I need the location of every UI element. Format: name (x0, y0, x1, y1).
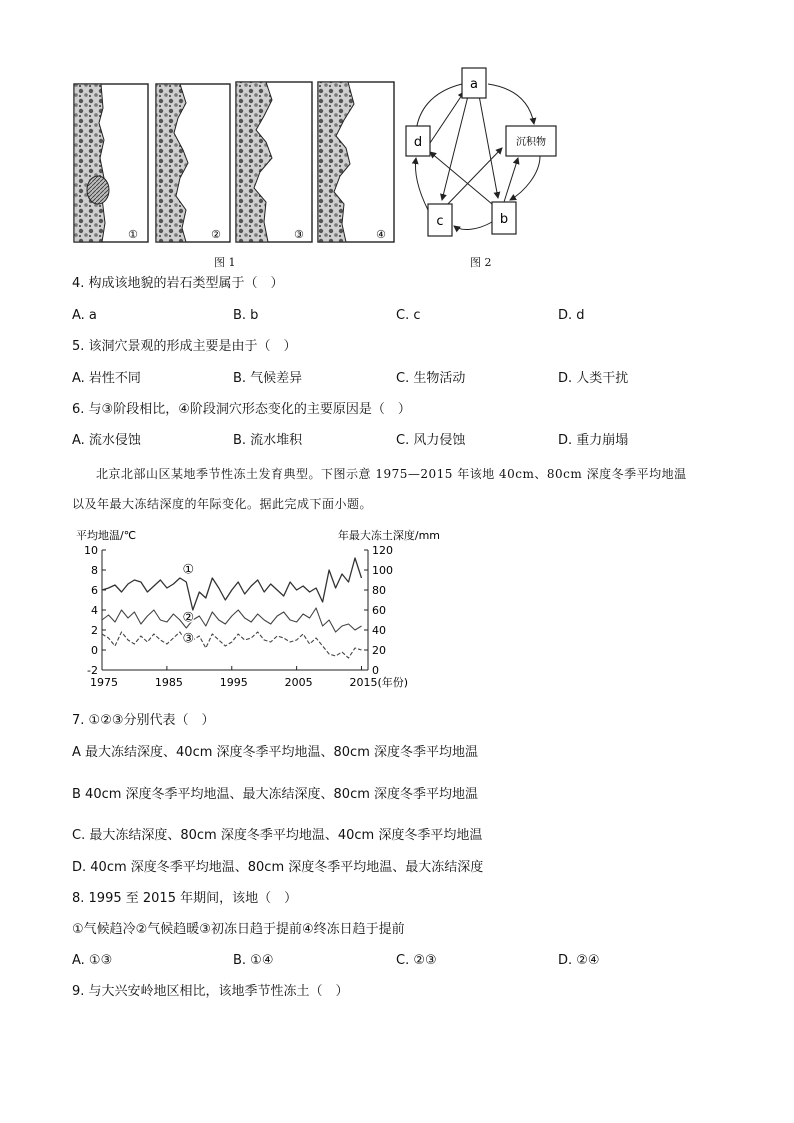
question-4-stem: 4. 构成该地貌的岩石类型属于（ ） (72, 276, 284, 291)
y-left-tick-label: 6 (91, 584, 98, 597)
y-right-tick-label: 100 (372, 564, 393, 577)
series-label-2: ② (182, 610, 195, 626)
intro-line-2: 以及年最大冻结深度的年际变化。据此完成下面小题。 (72, 497, 373, 511)
question-4-option-b[interactable]: B. b (233, 308, 259, 323)
question-4-option-d[interactable]: D. d (558, 308, 585, 323)
figure-1-panel-label: ④ (376, 228, 386, 241)
svg-text:d: d (413, 135, 423, 150)
x-tick-label: 2015(年份) (349, 676, 409, 689)
question-4-option-c[interactable]: C. c (396, 308, 421, 323)
series-line-3 (102, 632, 362, 658)
question-5-option-a[interactable]: A. 岩性不同 (72, 371, 141, 386)
question-5-option-c[interactable]: C. 生物活动 (396, 371, 466, 386)
figure-1-panel-2 (156, 84, 230, 242)
svg-text:b: b (499, 212, 509, 227)
right-axis-label: 年最大冻土深度/mm (337, 529, 440, 542)
y-right-tick-label: 80 (372, 584, 386, 597)
figure-2-rock-cycle (400, 62, 560, 242)
question-6-option-c[interactable]: C. 风力侵蚀 (396, 433, 466, 448)
figure-1-panel-1 (74, 84, 148, 242)
y-left-tick-label: 10 (84, 544, 98, 557)
y-left-tick-label: 4 (91, 604, 98, 617)
y-right-tick-label: 60 (372, 604, 386, 617)
question-7-option-b[interactable]: B 40cm 深度冬季平均地温、最大冻结深度、80cm 深度冬季平均地温 (72, 787, 479, 802)
series-line-2 (102, 608, 362, 632)
question-8-option-c[interactable]: C. ②③ (396, 953, 437, 968)
figure-1-panel-3 (236, 82, 312, 242)
question-6-option-d[interactable]: D. 重力崩塌 (558, 433, 629, 448)
node-a (462, 68, 486, 98)
svg-text:a: a (470, 77, 478, 92)
x-tick-label: 1985 (154, 676, 183, 689)
figure-1-panel-label: ① (128, 228, 138, 241)
question-8-statements: ①气候趋冷②气候趋暖③初冻日趋于提前④终冻日趋于提前 (72, 922, 405, 937)
series-line-1 (102, 558, 362, 610)
question-5-stem: 5. 该洞穴景观的形成主要是由于（ ） (72, 339, 297, 354)
y-right-tick-label: 0 (372, 664, 379, 677)
series-label-1: ① (182, 562, 195, 578)
y-left-tick-label: 0 (91, 644, 98, 657)
figure-1-cave-stages (68, 78, 403, 248)
question-7-option-d[interactable]: D. 40cm 深度冬季平均地温、80cm 深度冬季平均地温、最大冻结深度 (72, 860, 484, 875)
question-5-option-d[interactable]: D. 人类干扰 (558, 371, 629, 386)
question-4-option-a[interactable]: A. a (72, 308, 97, 323)
question-8-option-d[interactable]: D. ②④ (558, 953, 600, 968)
soil-temperature-frost-depth-chart (68, 525, 440, 695)
question-8-option-a[interactable]: A. ①③ (72, 953, 113, 968)
figure-1-caption: 图 1 (214, 256, 236, 269)
question-9-stem: 9. 与大兴安岭地区相比，该地季节性冻土（ ） (72, 984, 349, 999)
y-left-tick-label: -2 (87, 664, 98, 677)
question-6-option-a[interactable]: A. 流水侵蚀 (72, 433, 141, 448)
series-label-3: ③ (182, 631, 195, 647)
x-tick-label: 2005 (284, 676, 313, 689)
y-left-tick-label: 2 (91, 624, 98, 637)
svg-text:c: c (436, 214, 444, 229)
y-left-tick-label: 8 (91, 564, 98, 577)
question-8-stem: 8. 1995 至 2015 年期间，该地（ ） (72, 891, 298, 906)
intro-line-1: 北京北部山区某地季节性冻土发育典型。下图示意 1975—2015 年该地 40cm、80cm 深度冬季平均地温 (96, 467, 687, 481)
node-b (492, 202, 516, 234)
node-d (406, 126, 430, 156)
question-7-option-c[interactable]: C. 最大冻结深度、80cm 深度冬季平均地温、40cm 深度冬季平均地温 (72, 828, 483, 843)
left-axis-label: 平均地温/℃ (76, 529, 137, 542)
svg-text:沉积物: 沉积物 (516, 137, 546, 148)
question-6-stem: 6. 与③阶段相比，④阶段洞穴形态变化的主要原因是（ ） (72, 402, 411, 417)
y-right-tick-label: 120 (372, 544, 393, 557)
figure-1-panel-label: ③ (294, 228, 304, 241)
x-tick-label: 1995 (219, 676, 248, 689)
y-right-tick-label: 20 (372, 644, 386, 657)
x-tick-label: 1975 (90, 676, 118, 689)
y-right-tick-label: 40 (372, 624, 386, 637)
question-8-option-b[interactable]: B. ①④ (233, 953, 274, 968)
node-sediment (506, 126, 556, 156)
figure-1-panel-label: ② (211, 228, 221, 241)
node-c (428, 204, 452, 236)
figure-2-caption: 图 2 (470, 256, 492, 269)
question-5-option-b[interactable]: B. 气候差异 (233, 371, 303, 386)
figure-1-panel-4 (318, 82, 394, 242)
question-7-option-a[interactable]: A 最大冻结深度、40cm 深度冬季平均地温、80cm 深度冬季平均地温 (72, 745, 478, 760)
question-7-stem: 7. ①②③分别代表（ ） (72, 713, 215, 728)
question-6-option-b[interactable]: B. 流水堆积 (233, 433, 303, 448)
